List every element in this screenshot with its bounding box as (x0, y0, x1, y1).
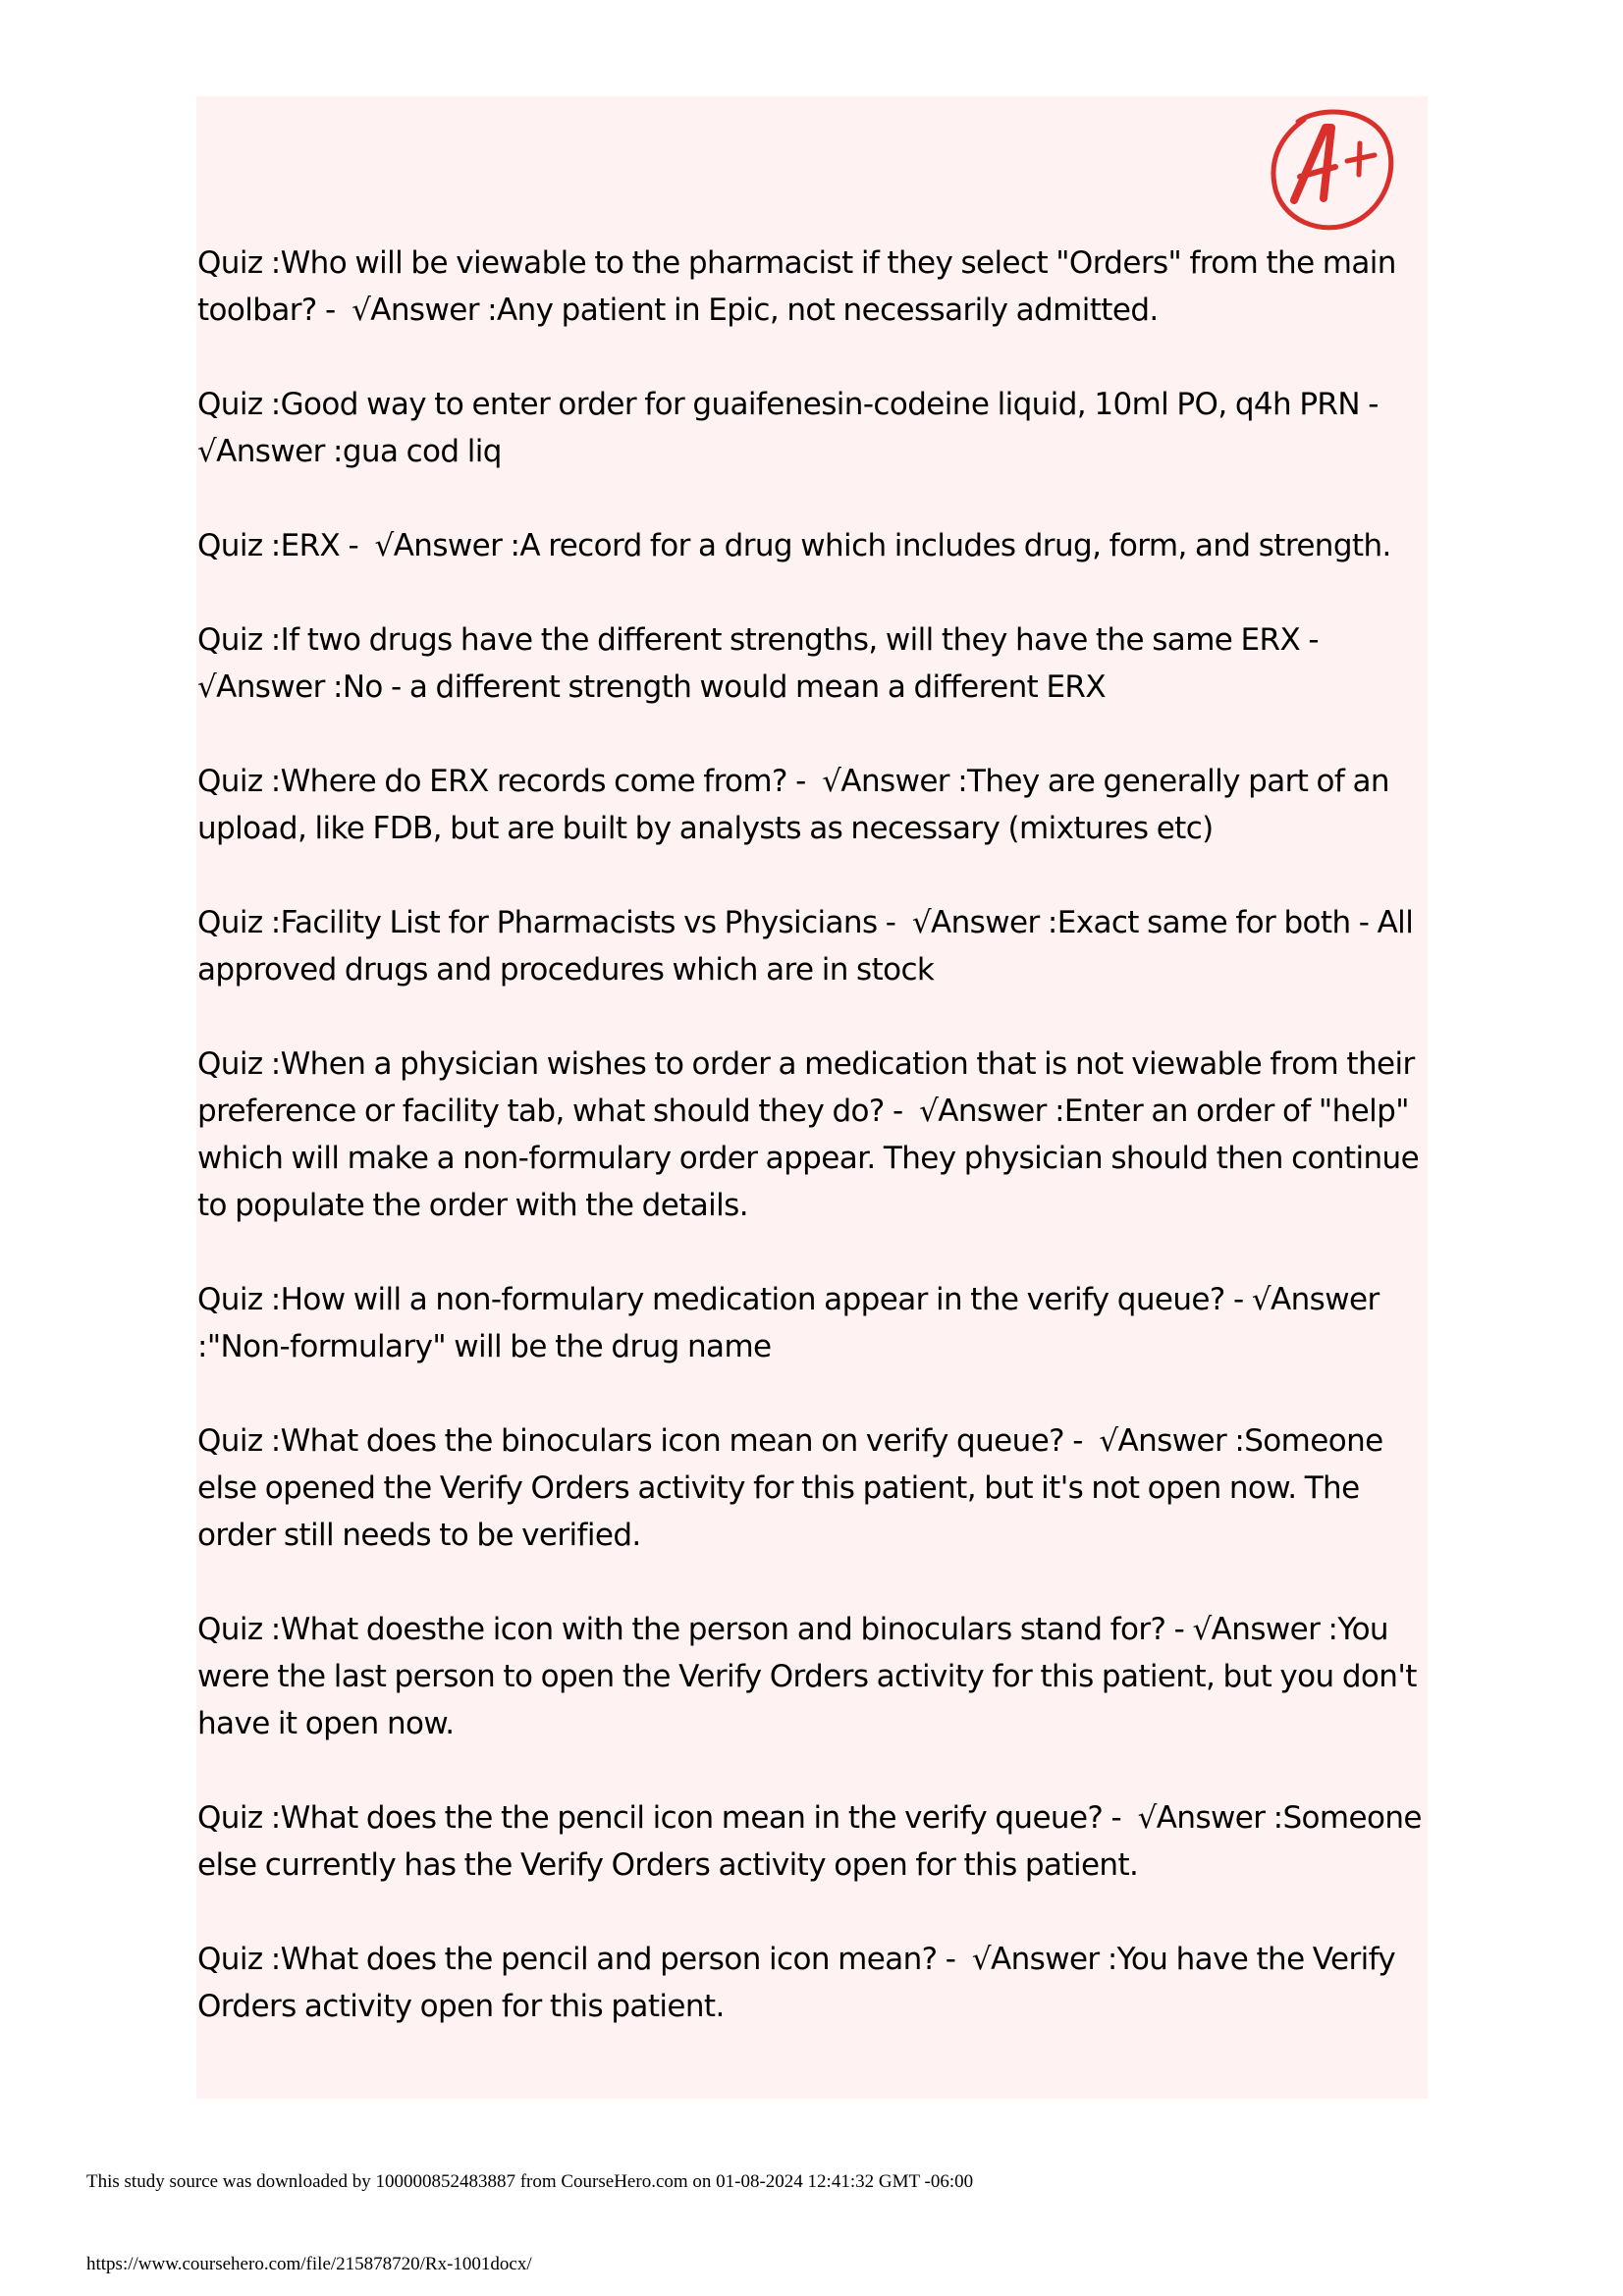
quiz-item (197, 381, 1423, 475)
quiz-list (197, 240, 1431, 2077)
quiz-item (197, 1606, 1426, 1747)
quiz-answer: √Answer :No - a different strength would mean a different ERX (197, 669, 1107, 705)
quiz-answer: √Answer :Exact same for both - All approved drugs and procedures which are in stock (197, 905, 1422, 988)
quiz-answer: √Answer :Enter an order of "help" which will make a non-formulary order appear. They physician should then continue to populate the order with the details. (197, 1094, 1428, 1223)
quiz-question: Quiz :Who will be viewable to the pharmacist if they select "Orders" from the main toolbar? - (197, 245, 1405, 328)
quiz-answer: √Answer :Someone else opened the Verify Orders activity for this patient, but it's not open now. The order still needs to be verified. (197, 1423, 1391, 1553)
download-notice: This study source was downloaded by 100000852483887 from CourseHero.com on 01-08-2024 12:41:32 GMT -06:00 (86, 2171, 974, 2192)
quiz-item (197, 758, 1423, 852)
quiz-question: Quiz :Where do ERX records come from? - (197, 764, 814, 799)
quiz-item (197, 899, 1423, 993)
quiz-question: Quiz :Facility List for Pharmacists vs Physicians - (197, 905, 904, 940)
quiz-answer: √Answer :Someone else currently has the Verify Orders activity open for this patient. (197, 1800, 1431, 1883)
quiz-item (197, 1794, 1431, 1889)
document-page (196, 96, 1431, 2099)
quiz-answer: √Answer :They are generally part of an upload, like FDB, but are built by analysts as necessary (mixtures etc) (197, 764, 1398, 846)
quiz-question: Quiz :If two drugs have the different strengths, will they have the same ERX - (197, 622, 1327, 658)
quiz-question: Quiz :ERX - (197, 528, 367, 563)
quiz-item (197, 616, 1423, 711)
quiz-question: Quiz :What does the binoculars icon mean on verify queue? - (197, 1423, 1092, 1459)
quiz-question: Quiz :When a physician wishes to order a medication that is not viewable from their preference or facility tab, what should they do? - (197, 1046, 1423, 1129)
quiz-question: Quiz :What does the pencil and person icon mean? - (197, 1942, 964, 1977)
quiz-question: Quiz :How will a non-formulary medication appear in the verify queue? - (197, 1282, 1252, 1317)
quiz-question: Quiz :What doesthe icon with the person and binoculars stand for? - (197, 1612, 1193, 1647)
quiz-item (197, 240, 1423, 334)
source-url[interactable]: https://www.coursehero.com/file/215878720/Rx-1001docx/ (86, 2254, 532, 2274)
quiz-question: Quiz :What does the the pencil icon mean in the verify queue? - (197, 1800, 1130, 1836)
quiz-item (197, 1276, 1423, 1370)
quiz-item (197, 1936, 1423, 2030)
quiz-answer: √Answer :"Non-formulary" will be the drug name (197, 1282, 1387, 1364)
quiz-item (197, 1041, 1428, 1229)
quiz-item (197, 1417, 1423, 1559)
quiz-question: Quiz :Good way to enter order for guaifenesin-codeine liquid, 10ml PO, q4h PRN - (197, 387, 1387, 422)
quiz-answer: √Answer :You have the Verify Orders activity open for this patient. (197, 1942, 1404, 2024)
quiz-answer: √Answer :You were the last person to open the Verify Orders activity for this patient, but you don't have it open now. (197, 1612, 1426, 1741)
a-plus-grade-icon (1265, 106, 1402, 232)
quiz-answer: √Answer :Any patient in Epic, not necessarily admitted. (343, 293, 1159, 328)
quiz-answer: √Answer :A record for a drug which includes drug, form, and strength. (366, 528, 1391, 563)
quiz-item (197, 522, 1423, 569)
quiz-answer: √Answer :gua cod liq (197, 387, 1395, 469)
